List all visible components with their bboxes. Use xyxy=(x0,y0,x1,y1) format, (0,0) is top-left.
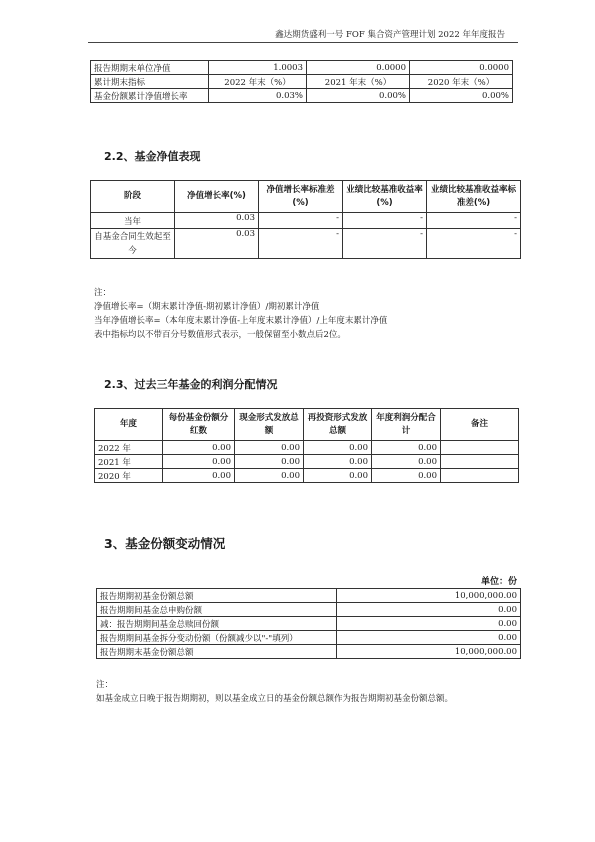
cell-value: 0.00 xyxy=(337,617,521,631)
cell-value: 0.00 xyxy=(372,455,441,469)
year-cell: 2022 年 xyxy=(95,441,163,455)
column-header: 年度利润分配合计 xyxy=(372,409,441,441)
unit-label: 单位：份 xyxy=(480,577,517,587)
cell-value: 0.00 xyxy=(235,455,304,469)
row-label: 报告期期初基金份额总额 xyxy=(97,589,337,603)
row-label: 报告期期末单位净值 xyxy=(91,61,209,75)
section-title-3: 3、基金份额变动情况 xyxy=(104,536,226,551)
table-row xyxy=(95,469,519,483)
table-row xyxy=(97,617,521,631)
cell-value: 0.00 xyxy=(163,455,235,469)
cell-value: 2021 年末（%） xyxy=(307,75,410,89)
section-title-2-3: 2.3、过去三年基金的利润分配情况 xyxy=(104,378,278,391)
table-header-row xyxy=(95,409,519,441)
note-line: 注： xyxy=(96,680,114,690)
cell-value: 0.00 xyxy=(304,469,372,483)
row-label: 报告期期间基金总申购份额 xyxy=(97,603,337,617)
cell-value: 0.00% xyxy=(307,89,410,103)
row-label: 自基金合同生效起至今 xyxy=(91,229,175,259)
table-row xyxy=(95,455,519,469)
note-line: 当年净值增长率=（本年度末累计净值-上年度末累计净值）/上年度末累计净值 xyxy=(94,316,388,326)
cell-value xyxy=(441,469,519,483)
note-line: 净值增长率=（期末累计净值-期初累计净值）/期初累计净值 xyxy=(94,302,320,312)
cell-value: 0.00 xyxy=(337,631,521,645)
cell-value: - xyxy=(427,213,521,229)
cell-value: - xyxy=(259,229,343,259)
table-row xyxy=(97,631,521,645)
year-cell: 2021 年 xyxy=(95,455,163,469)
column-header: 再投资形式发放总额 xyxy=(304,409,372,441)
section-3-notes xyxy=(96,678,453,706)
cell-value: 0.00 xyxy=(372,469,441,483)
profit-distribution-table xyxy=(94,408,519,483)
note-line: 表中指标均以不带百分号数值形式表示，一般保留至小数点后2位。 xyxy=(94,330,346,340)
column-header: 备注 xyxy=(441,409,519,441)
column-header: 净值增长率标准差(%) xyxy=(259,181,343,213)
cell-value: 0.00% xyxy=(410,89,513,103)
cell-value: 10,000,000.00 xyxy=(337,645,521,659)
table-row xyxy=(91,213,521,229)
cell-value: 2020 年末（%） xyxy=(410,75,513,89)
cell-value: - xyxy=(427,229,521,259)
table-row xyxy=(91,229,521,259)
cell-value: 0.00 xyxy=(304,441,372,455)
table-row xyxy=(97,645,521,659)
page-header-title: 鑫达期货盛利一号 FOF 集合资产管理计划 2022 年年度报告 xyxy=(275,30,505,40)
row-label: 基金份额累计净值增长率 xyxy=(91,89,209,103)
cell-value: - xyxy=(343,213,427,229)
column-header: 年度 xyxy=(95,409,163,441)
row-label: 减：报告期期间基金总赎回份额 xyxy=(97,617,337,631)
cell-value: 0.03% xyxy=(209,89,307,103)
cell-value: 0.00 xyxy=(235,441,304,455)
cell-value: 0.00 xyxy=(163,441,235,455)
row-label: 报告期期间基金拆分变动份额（份额减少以"-"填列） xyxy=(97,631,337,645)
cell-value: 0.00 xyxy=(337,603,521,617)
note-line: 如基金成立日晚于报告期期初，则以基金成立日的基金份额总额作为报告期期初基金份额总额。 xyxy=(96,694,454,704)
cell-value xyxy=(441,441,519,455)
note-line: 注： xyxy=(94,288,112,298)
table-row xyxy=(97,589,521,603)
column-header: 每份基金份额分红数 xyxy=(163,409,235,441)
column-header: 现金形式发放总额 xyxy=(235,409,304,441)
nav-summary-table xyxy=(90,60,513,103)
row-label: 累计期末指标 xyxy=(91,75,209,89)
year-cell: 2020 年 xyxy=(95,469,163,483)
column-header: 业绩比较基准收益率(%) xyxy=(343,181,427,213)
nav-performance-table xyxy=(90,180,521,259)
section-2-2-notes xyxy=(94,286,387,342)
cell-value: 10,000,000.00 xyxy=(337,589,521,603)
row-label: 报告期期末基金份额总额 xyxy=(97,645,337,659)
cell-value: 0.00 xyxy=(304,455,372,469)
row-label: 当年 xyxy=(91,213,175,229)
cell-value: 0.00 xyxy=(163,469,235,483)
table-row xyxy=(95,441,519,455)
header-divider xyxy=(88,42,518,43)
cell-value xyxy=(441,455,519,469)
cell-value: 0.0000 xyxy=(410,61,513,75)
column-header: 阶段 xyxy=(91,181,175,213)
table-row xyxy=(91,89,513,103)
table-header-row xyxy=(91,181,521,213)
cell-value: 0.00 xyxy=(235,469,304,483)
cell-value: 1.0003 xyxy=(209,61,307,75)
table-row xyxy=(97,603,521,617)
table-row xyxy=(91,61,513,75)
column-header: 净值增长率(%) xyxy=(175,181,259,213)
cell-value: 0.03 xyxy=(175,213,259,229)
cell-value: 0.0000 xyxy=(307,61,410,75)
cell-value: 2022 年末（%） xyxy=(209,75,307,89)
cell-value: - xyxy=(259,213,343,229)
cell-value: 0.00 xyxy=(372,441,441,455)
column-header: 业绩比较基准收益率标准差(%) xyxy=(427,181,521,213)
table-row xyxy=(91,75,513,89)
section-title-2-2: 2.2、基金净值表现 xyxy=(104,150,201,163)
cell-value: 0.03 xyxy=(175,229,259,259)
share-change-table xyxy=(96,588,521,659)
cell-value: - xyxy=(343,229,427,259)
